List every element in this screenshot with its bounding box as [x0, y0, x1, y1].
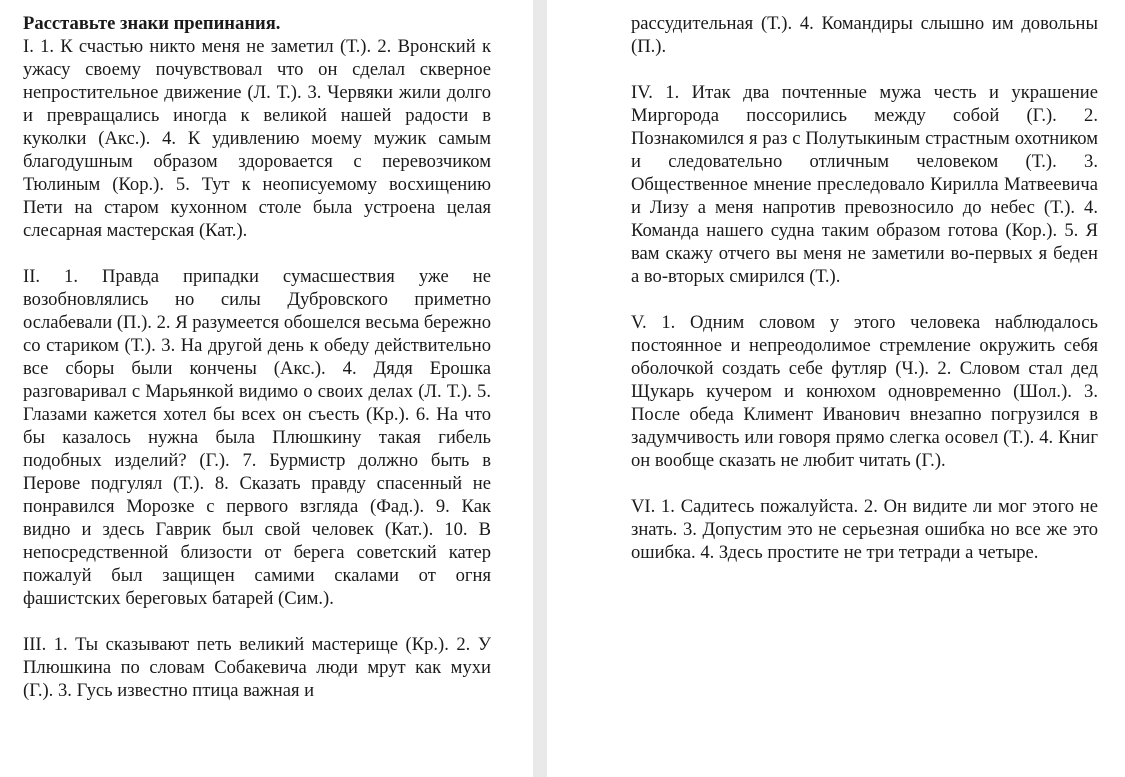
exercise-title: Расставьте знаки препинания. [23, 13, 281, 34]
document-page-left [0, 0, 533, 777]
document-page-right [547, 0, 1125, 777]
section-3-paragraph-continued: рассудительная (Т.). 4. Командиры слышно им довольны (П.). [631, 13, 1098, 57]
section-5-paragraph: V. 1. Одним словом у этого человека наблюдалось постоянное и непреодолимое стремление окружить себя оболочкой создать себе футляр (Ч.). 2. Словом стал дед Щукарь кучером и конюхом одновременно (Шол.). 3. После обеда Климент Иванович внезапно погрузился в задумчивость или говоря прямо слегка осовел (Т.). 4. Книг он вообще сказать не любит читать (Г.). [631, 312, 1098, 471]
section-4-paragraph: IV. 1. Итак два почтенные мужа честь и украшение Миргорода поссорились между собой (Г.). 2. Познакомился я раз с Полутыкиным страстным охотником и следовательно отличным человеком (Т.). 3. Общественное мнение преследовало Кирилла Матвеевича и Лизу а меня напротив превозносило до небес (Т.). 4. Команда нашего судна таким образом готова (Кор.). 5. Я вам скажу отчего вы меня не заметили во-первых я беден а во-вторых смирился (Т.). [631, 82, 1098, 287]
section-6-paragraph: VI. 1. Садитесь пожалуйста. 2. Он видите ли мог этого не знать. 3. Допустим это не серьезная ошибка но все же это ошибка. 4. Здесь простите не три тетради а четыре. [631, 496, 1098, 563]
page-text-right [631, 12, 1098, 587]
section-3-paragraph-start: III. 1. Ты сказывают петь великий мастерище (Кр.). 2. У Плюшкина по словам Собакевича люди мрут как мухи (Г.). 3. Гусь известно птица важная и [23, 634, 491, 701]
page-text-left [23, 12, 491, 725]
section-1-paragraph: I. 1. К счастью никто меня не заметил (Т.). 2. Вронский к ужасу своему почувствовал что он сделал скверное непростительное движение (Л. Т.). 3. Червяки жили долго и превращались иногда к великой нашей радости в куколки (Акс.). 4. К удивлению моему мужик самым благодушным образом здоровается с перевозчиком Тюлиным (Кор.). 5. Тут к неописуемому восхищению Пети на старом кухонном столе была устроена целая слесарная мастерская (Кат.). [23, 36, 491, 241]
section-2-paragraph: II. 1. Правда припадки сумасшествия уже не возобновлялись но силы Дубровского приметно ослабевали (П.). 2. Я разумеется обошелся весьма бережно со стариком (Т.). 3. На другой день к обеду действительно все сборы были кончены (Акс.). 4. Дядя Ерошка разговаривал с Марьянкой видимо о своих делах (Л. Т.). 5. Глазами кажется хотел бы всех он съесть (Кр.). 6. На что бы казалось нужна была Плюшкину такая гибель подобных изделий? (Г.). 7. Бурмистр должно быть в Перове подгулял (Т.). 8. Сказать правду спасенный не понравился Морозке с первого взгляда (Фад.). 9. Как видно и здесь Гаврик был свой человек (Кат.). 10. В непосредственной близости от берега советский катер пожалуй был защищен самими скалами от огня фашистских береговых батарей (Сим.). [23, 266, 492, 609]
